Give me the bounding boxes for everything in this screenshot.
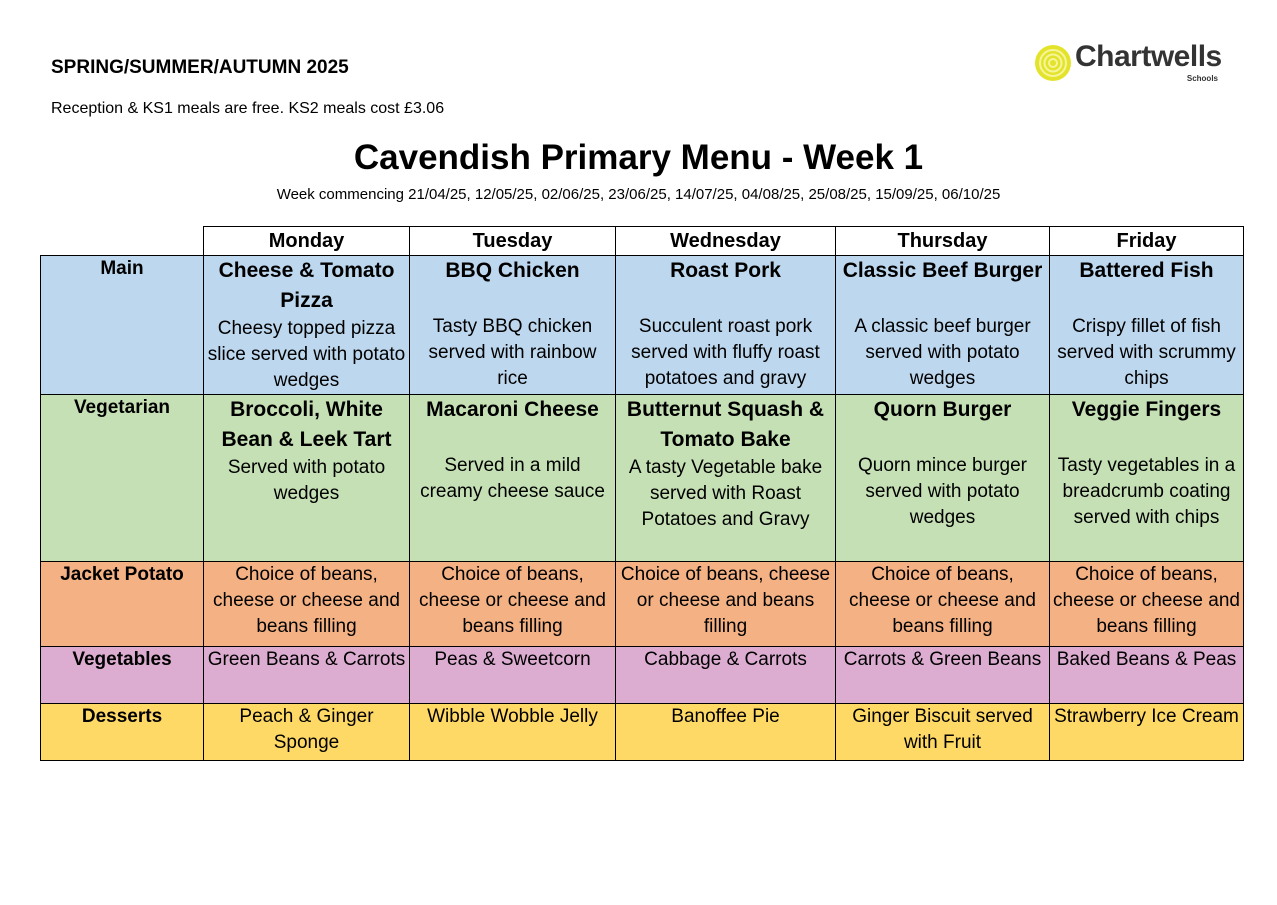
page-title: Cavendish Primary Menu - Week 1 [353, 138, 924, 177]
menu-cell: Ginger Biscuit served with Fruit [836, 704, 1050, 761]
week-commencing-dates: Week commencing 21/04/25, 12/05/25, 02/06/25, 23/06/25, 14/07/25, 04/08/25, 25/08/25, 15/09/25, 06/10/25 [276, 186, 1001, 203]
menu-cell: Banoffee Pie [616, 704, 836, 761]
dish-description: Tasty vegetables in a breadcrumb coating served with chips [1057, 455, 1236, 528]
dish-description: Crispy fillet of fish served with scrummy chips [1057, 316, 1236, 389]
dish-name: BBQ Chicken [445, 259, 580, 282]
menu-cell: Green Beans & Carrots [204, 647, 410, 704]
menu-cell: Choice of beans, cheese or cheese and beans filling [616, 562, 836, 647]
menu-cell [410, 395, 616, 562]
dish-name: Butternut Squash & Tomato Bake [626, 398, 825, 451]
day-header: Tuesday [410, 227, 616, 256]
row-label-vegetables: Vegetables [41, 647, 204, 704]
menu-cell: Peas & Sweetcorn [410, 647, 616, 704]
dish-description: A classic beef burger served with potato wedges [854, 316, 1031, 389]
meal-price-note: Reception & KS1 meals are free. KS2 meals cost £3.06 [51, 100, 445, 117]
menu-cell [204, 256, 410, 395]
menu-cell [616, 256, 836, 395]
dish-name: Classic Beef Burger [842, 259, 1043, 282]
dish-name: Battered Fish [1079, 259, 1214, 282]
logo-subtitle: Schools [1186, 74, 1218, 83]
dish-name: Quorn Burger [873, 398, 1012, 421]
menu-cell: Choice of beans, cheese or cheese and beans filling [836, 562, 1050, 647]
vegetables-row [41, 647, 1244, 704]
dish-name: Macaroni Cheese [426, 398, 599, 421]
dish-description: Succulent roast pork served with fluffy roast potatoes and gravy [631, 316, 820, 389]
menu-cell: Wibble Wobble Jelly [410, 704, 616, 761]
menu-cell [410, 256, 616, 395]
jacket-potato-row [41, 562, 1244, 647]
row-label-desserts: Desserts [41, 704, 204, 761]
dish-description: Tasty BBQ chicken served with rainbow rice [428, 316, 597, 389]
menu-cell [616, 395, 836, 562]
row-label-main: Main [41, 256, 204, 395]
dish-description: Served in a mild creamy cheese sauce [420, 455, 605, 502]
main-row [41, 256, 1244, 395]
dish-description: Served with potato wedges [227, 457, 386, 504]
desserts-row [41, 704, 1244, 761]
day-header: Monday [204, 227, 410, 256]
dish-description: Cheesy topped pizza slice served with potato wedges [207, 318, 406, 391]
day-header: Wednesday [616, 227, 836, 256]
row-label-jacket-potato: Jacket Potato [41, 562, 204, 647]
chartwells-logo-mark-icon [1034, 44, 1072, 82]
corner-cell [41, 227, 204, 256]
day-header: Friday [1050, 227, 1244, 256]
menu-cell [836, 256, 1050, 395]
dish-name: Roast Pork [670, 259, 781, 282]
menu-cell: Cabbage & Carrots [616, 647, 836, 704]
menu-cell [204, 395, 410, 562]
season-heading: SPRING/SUMMER/AUTUMN 2025 [51, 57, 349, 78]
menu-cell: Choice of beans, cheese or cheese and beans filling [410, 562, 616, 647]
dish-name: Cheese & Tomato Pizza [218, 259, 395, 312]
dish-description: Quorn mince burger served with potato wedges [858, 455, 1027, 528]
menu-cell: Peach & Ginger Sponge [204, 704, 410, 761]
day-header: Thursday [836, 227, 1050, 256]
menu-cell: Baked Beans & Peas [1050, 647, 1244, 704]
menu-cell: Choice of beans, cheese or cheese and beans filling [204, 562, 410, 647]
menu-cell [1050, 395, 1244, 562]
chartwells-logo [1034, 40, 1224, 86]
dish-name: Broccoli, White Bean & Leek Tart [221, 398, 392, 451]
row-label-vegetarian: Vegetarian [41, 395, 204, 562]
day-header-row [41, 227, 1244, 256]
menu-cell [1050, 256, 1244, 395]
dish-description: A tasty Vegetable bake served with Roast Potatoes and Gravy [628, 457, 823, 530]
menu-cell [836, 395, 1050, 562]
vegetarian-row [41, 395, 1244, 562]
menu-cell: Carrots & Green Beans [836, 647, 1050, 704]
menu-table [40, 226, 1244, 761]
menu-cell: Choice of beans, cheese or cheese and beans filling [1050, 562, 1244, 647]
dish-name: Veggie Fingers [1071, 398, 1222, 421]
menu-cell: Strawberry Ice Cream [1050, 704, 1244, 761]
logo-wordmark: Chartwells [1075, 40, 1222, 73]
